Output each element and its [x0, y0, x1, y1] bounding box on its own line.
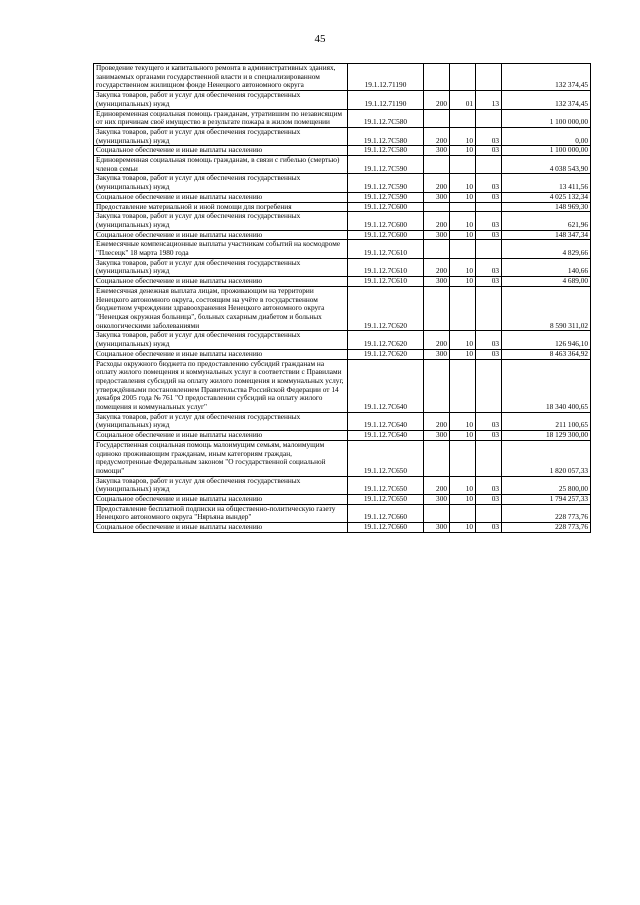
row-amount-cell: 132 374,45 [502, 91, 591, 109]
row-section-cell: 10 [450, 212, 476, 230]
row-subsection-cell [476, 202, 502, 212]
row-section-cell [450, 286, 476, 331]
row-section-cell: 10 [450, 331, 476, 349]
row-expense-type-cell: 300 [424, 277, 450, 287]
row-amount-cell: 0,00 [502, 127, 591, 145]
row-expense-type-cell [424, 109, 450, 127]
row-section-cell: 10 [450, 412, 476, 430]
row-section-cell: 10 [450, 258, 476, 276]
row-subsection-cell: 03 [476, 277, 502, 287]
budget-table [93, 63, 591, 533]
row-subsection-cell [476, 504, 502, 522]
row-amount-cell: 621,96 [502, 212, 591, 230]
row-subsection-cell [476, 240, 502, 258]
row-amount-cell: 13 411,56 [502, 174, 591, 192]
row-name-cell: Закупка товаров, работ и услуг для обеспечения государственных (муниципальных) нужд [94, 212, 348, 230]
row-code-cell: 19.1.12.7С610 [348, 240, 424, 258]
row-expense-type-cell [424, 64, 450, 91]
row-expense-type-cell [424, 286, 450, 331]
row-amount-cell: 1 100 000,00 [502, 109, 591, 127]
row-section-cell: 10 [450, 476, 476, 494]
row-section-cell: 10 [450, 349, 476, 359]
row-section-cell: 10 [450, 277, 476, 287]
table-row [94, 286, 591, 331]
table-row [94, 109, 591, 127]
row-subsection-cell: 03 [476, 230, 502, 240]
row-section-cell [450, 156, 476, 174]
row-code-cell: 19.1.12.7С610 [348, 258, 424, 276]
row-expense-type-cell [424, 504, 450, 522]
page-number: 45 [314, 33, 326, 45]
row-code-cell: 19.1.12.7С580 [348, 109, 424, 127]
row-name-cell: Закупка товаров, работ и услуг для обеспечения государственных (муниципальных) нужд [94, 127, 348, 145]
row-name-cell: Расходы окружного бюджета по предоставлению субсидий гражданам на оплату жилого помещения и коммунальных услуг в соответствии с Правилами предоставления субсидий на оплату жилого помещения и коммунальных услуг, утверждёнными постановлением Правительства Российской Федерации от 14 декабря 2005 года № 761 "О предоставлении субсидий на оплату жилого помещения и коммунальных услуг" [94, 359, 348, 412]
row-subsection-cell: 03 [476, 212, 502, 230]
row-subsection-cell: 03 [476, 127, 502, 145]
row-expense-type-cell [424, 156, 450, 174]
row-code-cell: 19.1.12.7С590 [348, 156, 424, 174]
table-row [94, 230, 591, 240]
row-name-cell: Закупка товаров, работ и услуг для обеспечения государственных (муниципальных) нужд [94, 91, 348, 109]
row-amount-cell: 4 038 543,90 [502, 156, 591, 174]
row-code-cell: 19.1.12.7С660 [348, 504, 424, 522]
row-name-cell: Социальное обеспечение и иные выплаты населению [94, 192, 348, 202]
row-expense-type-cell: 200 [424, 476, 450, 494]
row-section-cell: 10 [450, 127, 476, 145]
row-amount-cell: 132 374,45 [502, 64, 591, 91]
row-section-cell [450, 64, 476, 91]
table-row [94, 212, 591, 230]
table-row [94, 91, 591, 109]
row-code-cell: 19.1.12.7С580 [348, 127, 424, 145]
row-subsection-cell: 03 [476, 412, 502, 430]
row-section-cell [450, 109, 476, 127]
row-code-cell: 19.1.12.7С640 [348, 359, 424, 412]
row-subsection-cell: 03 [476, 476, 502, 494]
table-row [94, 146, 591, 156]
row-expense-type-cell: 300 [424, 230, 450, 240]
row-amount-cell: 140,66 [502, 258, 591, 276]
row-section-cell: 10 [450, 192, 476, 202]
row-amount-cell: 1 794 257,33 [502, 495, 591, 505]
table-row [94, 495, 591, 505]
table-row [94, 127, 591, 145]
row-amount-cell: 211 100,65 [502, 412, 591, 430]
row-section-cell: 01 [450, 91, 476, 109]
row-name-cell: Закупка товаров, работ и услуг для обеспечения государственных (муниципальных) нужд [94, 258, 348, 276]
row-amount-cell: 8 463 364,92 [502, 349, 591, 359]
table-row [94, 412, 591, 430]
row-amount-cell: 18 129 300,00 [502, 431, 591, 441]
row-name-cell: Закупка товаров, работ и услуг для обеспечения государственных (муниципальных) нужд [94, 331, 348, 349]
row-expense-type-cell: 200 [424, 412, 450, 430]
table-row [94, 476, 591, 494]
table-row [94, 240, 591, 258]
row-code-cell: 19.1.12.7С620 [348, 349, 424, 359]
row-subsection-cell: 03 [476, 192, 502, 202]
row-name-cell: Предоставление материальной и иной помощи для погребения [94, 202, 348, 212]
table-row [94, 523, 591, 533]
row-name-cell: Социальное обеспечение и иные выплаты населению [94, 431, 348, 441]
row-expense-type-cell: 200 [424, 258, 450, 276]
row-section-cell [450, 504, 476, 522]
row-code-cell: 19.1.12.7С650 [348, 440, 424, 476]
row-code-cell: 19.1.12.7С620 [348, 331, 424, 349]
row-subsection-cell: 03 [476, 431, 502, 441]
row-name-cell: Социальное обеспечение и иные выплаты населению [94, 349, 348, 359]
row-expense-type-cell [424, 202, 450, 212]
row-name-cell: Государственная социальная помощь малоимущим семьям, малоимущим одиноко проживающим гражданам, иным категориям граждан, предусмотренные Федеральным законом "О государственной социальной помощи" [94, 440, 348, 476]
table-row [94, 440, 591, 476]
table-row [94, 349, 591, 359]
row-section-cell: 10 [450, 523, 476, 533]
row-code-cell: 19.1.12.71190 [348, 64, 424, 91]
table-row [94, 504, 591, 522]
table-row [94, 156, 591, 174]
row-name-cell: Закупка товаров, работ и услуг для обеспечения государственных (муниципальных) нужд [94, 476, 348, 494]
row-expense-type-cell: 300 [424, 431, 450, 441]
row-code-cell: 19.1.12.7С650 [348, 495, 424, 505]
row-amount-cell: 25 800,00 [502, 476, 591, 494]
row-expense-type-cell: 200 [424, 127, 450, 145]
row-name-cell: Единовременная социальная помощь гражданам, в связи с гибелью (смертью) членов семьи [94, 156, 348, 174]
table-row [94, 331, 591, 349]
row-name-cell: Социальное обеспечение и иные выплаты населению [94, 146, 348, 156]
row-expense-type-cell: 200 [424, 331, 450, 349]
row-name-cell: Закупка товаров, работ и услуг для обеспечения государственных (муниципальных) нужд [94, 412, 348, 430]
row-code-cell: 19.1.12.7С620 [348, 286, 424, 331]
row-expense-type-cell [424, 359, 450, 412]
budget-table-body [94, 64, 591, 533]
row-code-cell: 19.1.12.7С610 [348, 277, 424, 287]
row-name-cell: Ежемесячная денежная выплата лицам, проживающим на территории Ненецкого автономного округа, состоящим на учёте в государственном бюджетном учреждении здравоохранения Ненецкого автономного округа "Ненецкая окружная больница", больных сахарным диабетом и больных онкологическими заболеваниями [94, 286, 348, 331]
table-row [94, 174, 591, 192]
row-amount-cell: 1 100 000,00 [502, 146, 591, 156]
row-code-cell: 19.1.12.7С660 [348, 523, 424, 533]
row-section-cell [450, 202, 476, 212]
row-amount-cell: 4 829,66 [502, 240, 591, 258]
row-expense-type-cell: 300 [424, 523, 450, 533]
row-code-cell: 19.1.12.7С600 [348, 202, 424, 212]
row-section-cell: 10 [450, 431, 476, 441]
row-subsection-cell [476, 109, 502, 127]
row-section-cell: 10 [450, 146, 476, 156]
row-name-cell: Социальное обеспечение и иные выплаты населению [94, 495, 348, 505]
row-subsection-cell: 03 [476, 523, 502, 533]
row-amount-cell: 228 773,76 [502, 504, 591, 522]
row-subsection-cell [476, 64, 502, 91]
table-row [94, 192, 591, 202]
table-row [94, 64, 591, 91]
row-name-cell: Проведение текущего и капитального ремонта в административных зданиях, занимаемых органами государственной власти и в специализированном государственном жилищном фонде Ненецкого автономного округа [94, 64, 348, 91]
row-section-cell: 10 [450, 174, 476, 192]
row-subsection-cell: 03 [476, 258, 502, 276]
row-amount-cell: 4 689,00 [502, 277, 591, 287]
row-amount-cell: 4 025 132,34 [502, 192, 591, 202]
row-code-cell: 19.1.12.7С600 [348, 212, 424, 230]
row-expense-type-cell [424, 240, 450, 258]
row-code-cell: 19.1.12.7С640 [348, 412, 424, 430]
table-row [94, 202, 591, 212]
row-expense-type-cell: 300 [424, 146, 450, 156]
row-expense-type-cell: 200 [424, 91, 450, 109]
row-subsection-cell: 03 [476, 495, 502, 505]
row-section-cell [450, 440, 476, 476]
table-row [94, 359, 591, 412]
row-expense-type-cell [424, 440, 450, 476]
table-row [94, 258, 591, 276]
row-code-cell: 19.1.12.7С580 [348, 146, 424, 156]
row-amount-cell: 126 946,10 [502, 331, 591, 349]
row-amount-cell: 18 340 400,65 [502, 359, 591, 412]
row-code-cell: 19.1.12.71190 [348, 91, 424, 109]
row-expense-type-cell: 300 [424, 495, 450, 505]
row-name-cell: Социальное обеспечение и иные выплаты населению [94, 523, 348, 533]
row-subsection-cell [476, 440, 502, 476]
row-subsection-cell: 13 [476, 91, 502, 109]
table-row [94, 431, 591, 441]
row-amount-cell: 8 590 311,02 [502, 286, 591, 331]
row-section-cell [450, 359, 476, 412]
row-section-cell [450, 240, 476, 258]
row-name-cell: Ежемесячные компенсационные выплаты участникам событий на космодроме "Плесецк" 18 марта 1980 года [94, 240, 348, 258]
row-expense-type-cell: 300 [424, 349, 450, 359]
row-subsection-cell: 03 [476, 146, 502, 156]
row-subsection-cell: 03 [476, 331, 502, 349]
row-expense-type-cell: 200 [424, 212, 450, 230]
row-code-cell: 19.1.12.7С640 [348, 431, 424, 441]
row-subsection-cell [476, 359, 502, 412]
row-amount-cell: 148 347,34 [502, 230, 591, 240]
row-expense-type-cell: 300 [424, 192, 450, 202]
row-code-cell: 19.1.12.7С590 [348, 192, 424, 202]
row-name-cell: Предоставление бесплатной подписки на общественно-политическую газету Ненецкого автономного округа "Няръяна вындер" [94, 504, 348, 522]
row-expense-type-cell: 200 [424, 174, 450, 192]
row-name-cell: Социальное обеспечение и иные выплаты населению [94, 230, 348, 240]
row-amount-cell: 228 773,76 [502, 523, 591, 533]
row-section-cell: 10 [450, 230, 476, 240]
row-code-cell: 19.1.12.7С590 [348, 174, 424, 192]
row-subsection-cell [476, 156, 502, 174]
row-amount-cell: 1 820 057,33 [502, 440, 591, 476]
row-subsection-cell [476, 286, 502, 331]
row-name-cell: Закупка товаров, работ и услуг для обеспечения государственных (муниципальных) нужд [94, 174, 348, 192]
row-section-cell: 10 [450, 495, 476, 505]
row-name-cell: Единовременная социальная помощь гражданам, утратившим по независящим от них причинам своё имущество в результате пожара в жилом помещении [94, 109, 348, 127]
row-code-cell: 19.1.12.7С600 [348, 230, 424, 240]
table-row [94, 277, 591, 287]
row-subsection-cell: 03 [476, 174, 502, 192]
row-code-cell: 19.1.12.7С650 [348, 476, 424, 494]
row-name-cell: Социальное обеспечение и иные выплаты населению [94, 277, 348, 287]
row-amount-cell: 148 969,30 [502, 202, 591, 212]
row-subsection-cell: 03 [476, 349, 502, 359]
